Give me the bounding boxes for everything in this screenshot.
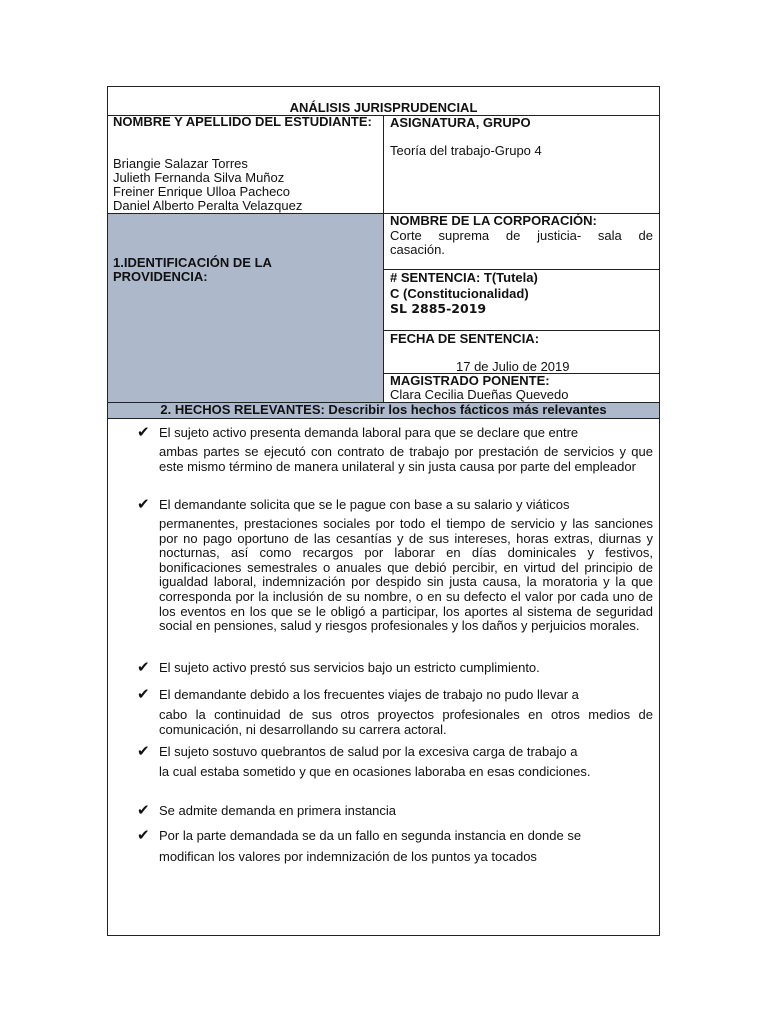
check-icon: ✔: [137, 743, 150, 760]
sentence-header: # SENTENCIA: T(Tutela): [390, 270, 538, 285]
corporation-header: NOMBRE DE LA CORPORACIÓN:: [390, 213, 597, 228]
check-icon: ✔: [137, 827, 150, 844]
subject-header: ASIGNATURA, GRUPO: [390, 115, 531, 130]
fact-text: El sujeto activo presenta demanda laboral para que se declare que entre: [159, 425, 579, 440]
date-value: 17 de Julio de 2019: [456, 359, 570, 374]
check-icon: ✔: [137, 424, 150, 441]
subject-value: Teoría del trabajo-Grupo 4: [390, 143, 542, 158]
divider: [383, 115, 384, 402]
fact-text: El demandante solicita que se le pague con base a su salario y viáticos: [159, 497, 570, 512]
check-icon: ✔: [137, 802, 150, 819]
date-header: FECHA DE SENTENCIA:: [390, 331, 540, 346]
student-name: Freiner Enrique Ulloa Pacheco: [113, 184, 291, 199]
identification-label: 1.IDENTIFICACIÓN DE LA: [113, 255, 272, 270]
sentence-header: C (Constitucionalidad): [390, 286, 529, 301]
identification-label: PROVIDENCIA:: [113, 269, 208, 284]
student-header: NOMBRE Y APELLIDO DEL ESTUDIANTE:: [113, 114, 372, 129]
corporation-value: casación.: [390, 242, 445, 257]
fact-text: permanentes, prestaciones sociales por todo el tiempo de servicio y las sanciones por no pago oportuno de las cesantías y de sus intereses, horas extras, diurnas y nocturnas, así como recargos por laborar en días dominicales y festivos, bonificaciones semestrales o anuales que debió percibir, en virtud del principio de igualdad laboral, indemnización por despido sin justa causa, la moratoria y la que corresponda por la inclusión de su nombre, o en su defecto el valor por cada uno de los eventos en los que se le obligó a participar, los aportes al sistema de seguridad social en pensiones, salud y riesgos profesionales y los daños y perjuicios morales.: [159, 516, 653, 634]
fact-text: El sujeto activo prestó sus servicios bajo un estricto cumplimiento.: [159, 660, 540, 675]
student-name: Daniel Alberto Peralta Velazquez: [113, 198, 303, 213]
fact-text: Se admite demanda en primera instancia: [159, 803, 397, 818]
fact-text: Por la parte demandada se da un fallo en segunda instancia en donde se: [159, 828, 582, 843]
magistrate-value: Clara Cecilia Dueñas Quevedo: [390, 387, 569, 402]
fact-text: cabo la continuidad de sus otros proyectos profesionales en otros medios de comunicación, ni desarrollando su carrera actoral.: [159, 707, 653, 737]
student-name: Julieth Fernanda Silva Muñoz: [113, 170, 285, 185]
divider: [107, 418, 660, 419]
check-icon: ✔: [137, 659, 150, 676]
form-title: ANÁLISIS JURISPRUDENCIAL: [289, 100, 478, 115]
student-name: Briangie Salazar Torres: [113, 156, 248, 171]
fact-text: El demandante debido a los frecuentes viajes de trabajo no pudo llevar a: [159, 687, 579, 702]
check-icon: ✔: [137, 496, 150, 513]
fact-text: la cual estaba sometido y que en ocasiones laboraba en esas condiciones.: [159, 764, 591, 779]
sentence-value: SL 2885-2019: [390, 301, 487, 316]
fact-text: ambas partes se ejecutó con contrato de trabajo por prestación de servicios y que este mismo término de manera unilateral y sin justa causa por parte del empleador: [159, 444, 653, 474]
magistrate-header: MAGISTRADO PONENTE:: [390, 373, 550, 388]
corporation-value: Corte suprema de justicia- sala de: [390, 228, 653, 243]
fact-text: El sujeto sostuvo quebrantos de salud por la excesiva carga de trabajo a: [159, 744, 578, 759]
identification-cell: [108, 214, 383, 402]
fact-text: modifican los valores por indemnización de los puntos ya tocados: [159, 849, 537, 864]
section2-header: 2. HECHOS RELEVANTES: Describir los hechos fácticos más relevantes: [160, 402, 607, 417]
check-icon: ✔: [137, 686, 150, 703]
